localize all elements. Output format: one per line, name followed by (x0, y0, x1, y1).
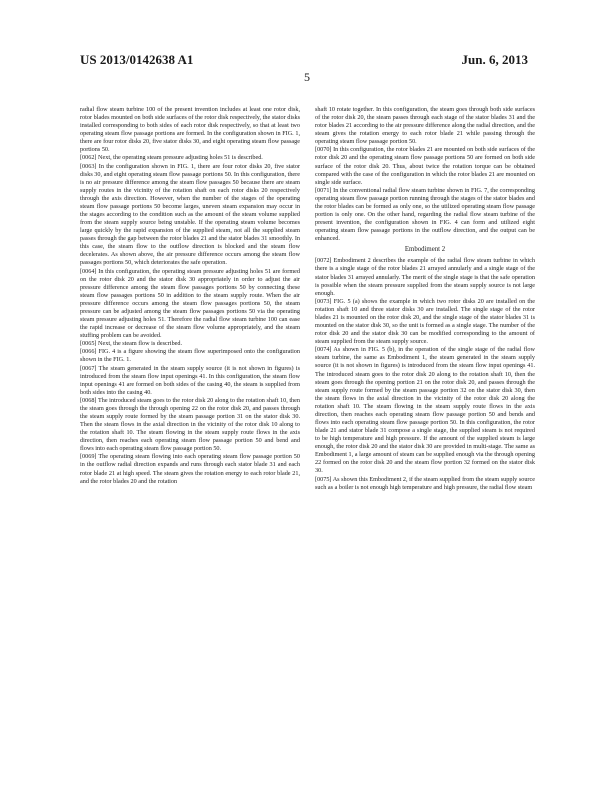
paragraph: [0072] Embodiment 2 describes the example of the radial flow steam turbine in which there is a single stage of the rotor blades 21 arrayed annularly and a single stage of the stator blades 31 arrayed annularly. The merit of the single stage is that the safe operation is possible when the steam pressure supplied from the steam supply source is not large enough. (315, 257, 535, 297)
patent-number: US 2013/0142638 A1 (80, 52, 194, 67)
paragraph: [0066] FIG. 4 is a figure showing the steam flow superimposed onto the configuration shown in the FIG. 1. (80, 348, 300, 364)
paragraph: [0068] The introduced steam goes to the rotor disk 20 along to the rotation shaft 10, then the steam goes through the through opening 22 on the rotor disk 20, and passes through the steam supply route formed by the steam passage portion 31 on the stator disk 30. Then the steam flows in the axial direction in the vicinity of the rotor disk 10 along to the rotation shaft 10. The steam flowing in the steam supply route flows in the axis direction, then reaches each operating steam flow passage portion 50 and bend and flows into each operating steam flow passage portion 50. (80, 396, 300, 453)
paragraph: [0062] Next, the operating steam pressure adjusting holes 51 is described. (80, 154, 263, 162)
paragraph: [0073] FIG. 5 (a) shows the example in which two rotor disks 20 are installed on the rotation shaft 10 and three stator disks 30 are installed. The single stage of the rotor blades 21 is mounted on the rotor disk 20, and the single stage of the stator blades 31 is mounted on the stator disk 30, so the unit is formed as a single stage. The number of the rotor disk 20 and the stator disk 30 can be modified corresponding to the amount of steam supplied from the steam supply source. (315, 297, 535, 346)
section-heading: Embodiment 2 (404, 246, 446, 254)
right-column (315, 106, 535, 492)
publication-date: Jun. 6, 2013 (461, 52, 528, 67)
paragraph: [0063] In the configuration shown in FIG. 1, there are four rotor disks 20, five stator disks 30, and eight operating steam flow passage portions 50. In this configuration, there is no air pressure difference among the steam flow passages 50 because there are steam supply routes in the vicinity of the rotation shaft on each rotor disks 20 respectively through the axis direction. However, when the number of the stages of the operating steam flow passage portions 50 become larges, uneven steam expansion may occur in the stages according to the condition such as the amount of the steam volume supplied from the steam supply source being unstable. If the operating steam volume becomes large quickly by the rapid expansion of the supplied steam, not all the supplied steam passes through the gap between the rotor blades 21 and the stator blades 31 smoothly. In this case, the steam flow to the outflow direction is blocked and the steam flow decelerates. As shown above, the air pressure difference occurs among the steam flow passages portions 50, which deteriorates the safe operation. (80, 162, 300, 267)
paragraph: [0071] In the conventional radial flow steam turbine shown in FIG. 7, the corresponding operating steam flow passage portion running through the stages of the stator blades and the rotor blades can be formed as only one, so the utilized operating steam flow passage portion is only one. On the other hand, regarding the radial flow steam turbine of the present invention, the configuration shown in FIG. 4 can form and utilized eight operating steam flow passage portions in the outflow direction, and the output can be enhanced. (315, 186, 535, 243)
paragraph: shaft 10 rotate together. In this configuration, the steam goes through both side surfaces of the rotor disk 20, the steam passes through each stage of the stator blades 31 and the rotor blades 21 according to the air pressure difference along the radial direction, and the steam gives the rotation energy to each rotor blade 21 while passing through the operating steam flow passage portion 50. (315, 106, 535, 146)
page-number: 5 (304, 70, 310, 84)
paragraph: [0070] In this configuration, the rotor blades 21 are mounted on both side surfaces of the rotor disk 20 and the operating steam flow passage portions 50 are formed on both side surface of the rotor disk 20. Thus, about twice the rotation torque can be obtained compared with the case of the configuration in which the rotor blades 21 are mounted on single side surface. (315, 146, 535, 186)
paragraph: [0075] As shown this Embodiment 2, if the steam supplied from the steam supply source such as a boiler is not enough high temperature and high pressure, the radial flow steam (315, 475, 535, 491)
paragraph: [0074] As shown in FIG. 5 (b), in the operation of the single stage of the radial flow steam turbine, the same as Embodiment 1, the steam generated in the steam supply source (it is not shown in figures) is introduced from the steam flow input openings 41. The introduced steam goes to the rotor disk 20 along to the rotation shaft 10, then the steam goes through the opening portion 21 on the rotor disk 20, and passes through the steam supply route formed by the steam passage portion 32 on the stator disk 30, then the steam flows in the axial direction in the vicinity of the rotor disk 20 along the rotation shaft 10. The steam flowing in the steam supply route flows in the axis direction, then reaches each operating steam flow passage portion 50 and bends and flows into each operating steam flow passage portion 50. In this configuration, the rotor blade 21 and stator blade 31 compose a single stage, the supplied steam is not required to be high temperature and high pressure. If the amount of the supplied steam is large enough, the rotor disk 20 and the stator disk 30 are provided in multi-stage. The same as Embodiment 1, a large amount of steam can be supplied enough via the through opening 22 formed on the rotor disk 20 and the steam flow portion 32 formed on the stator disk 30. (315, 346, 535, 475)
paragraph: radial flow steam turbine 100 of the present invention includes at least one rotor disk, rotor blades mounted on both side surfaces of the rotor disk respectively, the stator disks installed corresponding to both sides of each rotor disk respectively, so that at least two operating steam flow passage portions are formed. In the configuration shown in FIG. 1, there are four rotor disks 20, five stator disks 30, and eight operating steam flow passage portions 50. (80, 106, 300, 154)
paragraph: [0069] The operating steam flowing into each operating steam flow passage portion 50 in the outflow radial direction expands and runs through each stator blade 31 and each rotor blade 21 at high speed. The steam gives the rotation energy to each rotor blade 21, and the rotor blades 20 and the rotation (80, 453, 300, 485)
paragraph: [0065] Next, the steam flow is described. (80, 340, 183, 348)
paragraph: [0064] In this configuration, the operating steam pressure adjusting holes 51 are formed on the rotor disk 20 and the stator disk 30 appropriately in order to adjust the air pressure difference among the steam flow passages portions 50 by connecting these steam flow passages portions 50 in addition to the steam supply route. When the air pressure difference occurs among the steam flow passages portions 50, the steam pressure can be adjusted among the steam flow passages portions 50 via the operating steam pressure adjusting holes 51. Therefore the radial flow steam turbine 100 can ease the rapid increase or decrease of the steam flow volume appropriately, and the steam stuffing problem can be avoided. (80, 267, 300, 340)
left-column (80, 106, 300, 486)
paragraph: [0067] The steam generated in the steam supply source (it is not shown in figures) is introduced from the steam flow input openings 41. In this configuration, the steam flow input openings 41 are formed on both sides of the casing 40, the steam is supplied from both sides into the casing 40. (80, 364, 300, 396)
